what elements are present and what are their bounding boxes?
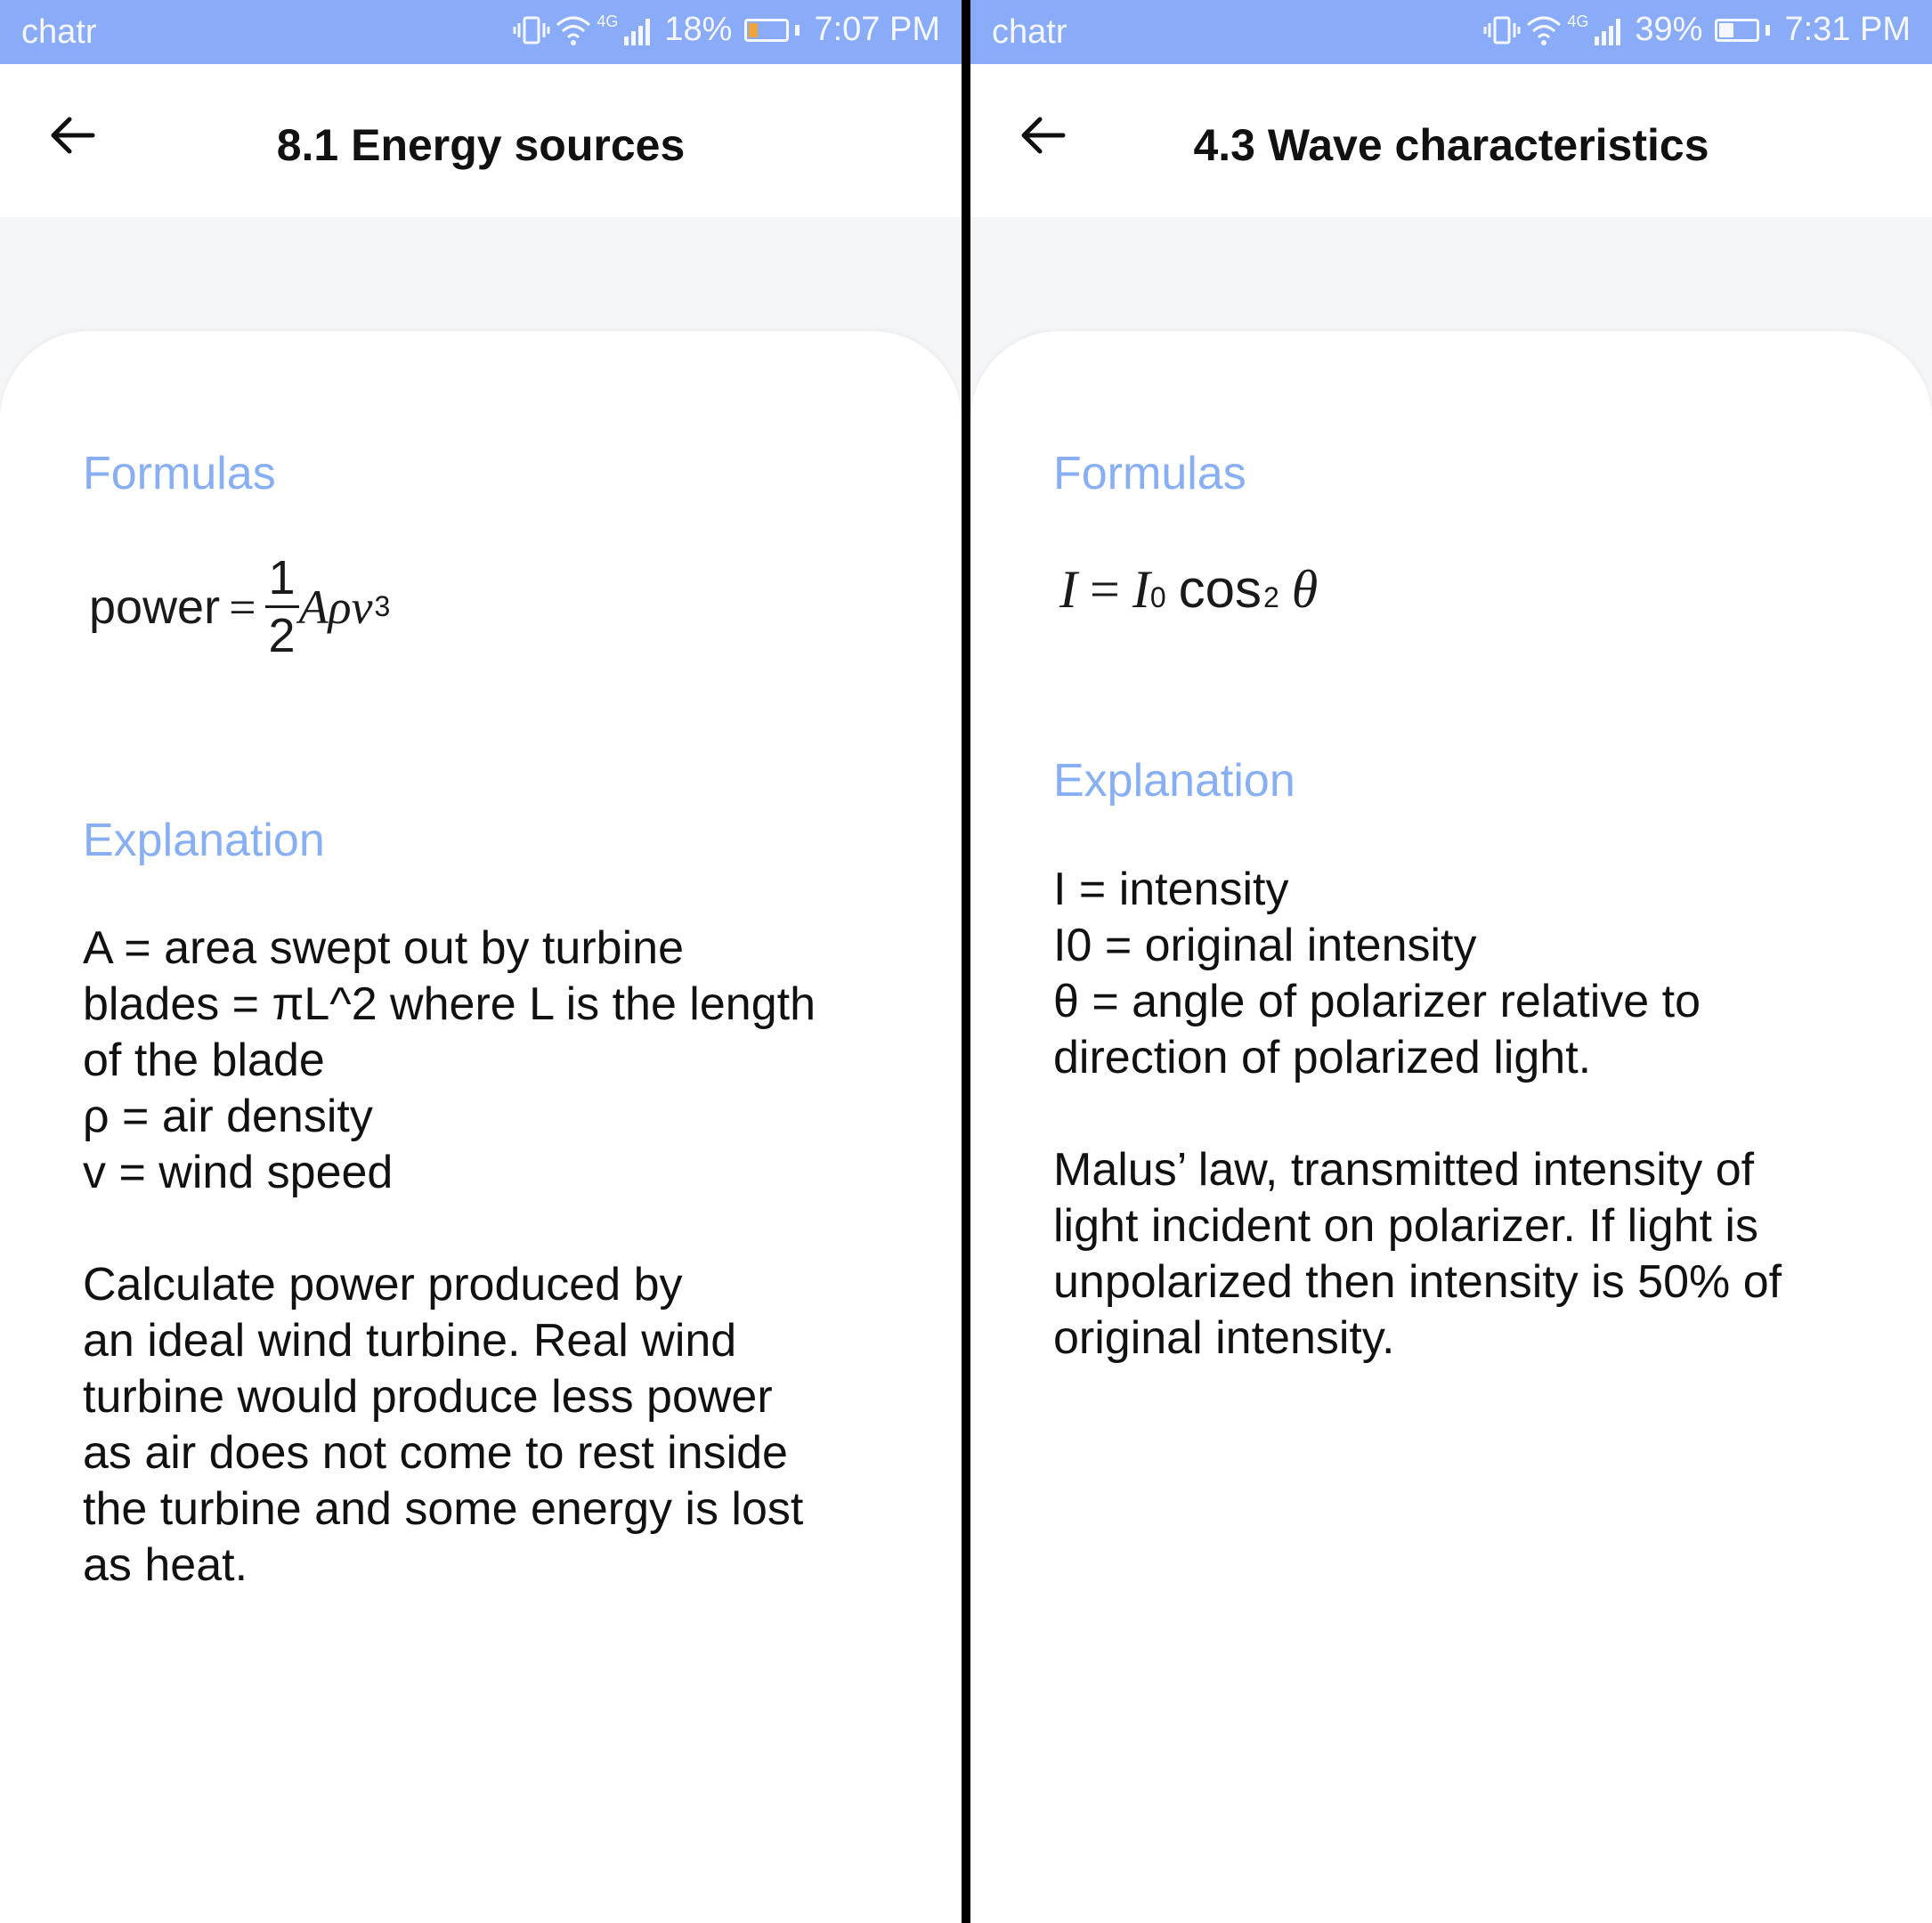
back-button[interactable] [46, 109, 118, 180]
formula-var-v: v [351, 580, 373, 634]
vibrate-icon [1483, 14, 1521, 46]
explanation-line: direction of polarized light. [1053, 1032, 1592, 1083]
formula-lhs: power [89, 580, 221, 634]
formula-i0-subscript: 0 [1149, 581, 1166, 613]
signal-icon [1594, 15, 1626, 45]
network-type: 4G [597, 12, 619, 30]
explanation-heading: Explanation [1053, 755, 1295, 807]
paragraph-line: Malus’ law, transmitted intensity of [1053, 1144, 1755, 1196]
explanation-line: θ = angle of polarizer relative to [1053, 976, 1701, 1027]
explanation-text [1053, 862, 1855, 1367]
explanation-line: of the blade [83, 1035, 325, 1086]
clock: 7:31 PM [1784, 11, 1911, 48]
formula-wind-power [89, 551, 391, 662]
network-type: 4G [1567, 12, 1589, 30]
explanation-line: v = wind speed [83, 1147, 394, 1198]
explanation-line: I = intensity [1053, 864, 1289, 915]
formula-fraction [265, 551, 299, 662]
formula-cos-exponent: 2 [1262, 581, 1279, 613]
fraction-numerator: 1 [265, 554, 299, 608]
formula-exponent: 3 [374, 590, 391, 622]
paragraph-line: the turbine and some energy is lost [83, 1483, 804, 1535]
formulas-heading: Formulas [1053, 448, 1246, 499]
formula-cos: cos [1178, 559, 1262, 619]
phone-screen-wave-characteristics [970, 0, 1932, 1923]
paragraph-line: unpolarized then intensity is 50% of [1053, 1256, 1782, 1308]
paragraph-line: an ideal wind turbine. Real wind [83, 1315, 737, 1367]
explanation-heading: Explanation [83, 815, 325, 866]
content-card [0, 331, 962, 1923]
content-card [970, 331, 1932, 1923]
paragraph-line: Calculate power produced by [83, 1259, 683, 1310]
battery-icon [744, 19, 789, 42]
paragraph-line: turbine would produce less power [83, 1371, 773, 1423]
formula-var-a: A [298, 580, 329, 634]
explanation-text [83, 921, 884, 1594]
formula-equals: = [1089, 560, 1120, 619]
fraction-denominator: 2 [268, 609, 296, 662]
status-icons [513, 11, 940, 49]
carrier-name: chatr [21, 13, 97, 51]
wifi-icon [1526, 14, 1562, 46]
status-icons [1483, 11, 1911, 49]
paragraph-line: as heat. [83, 1539, 248, 1591]
vibrate-icon [513, 14, 550, 46]
paragraph-line: as air does not come to rest inside [83, 1427, 788, 1479]
wifi-icon [556, 14, 591, 46]
battery-percent: 18% [664, 11, 733, 48]
explanation-line: I0 = original intensity [1053, 920, 1477, 971]
formula-equals: = [229, 580, 256, 634]
screen-divider [962, 0, 970, 1923]
status-bar [0, 0, 962, 64]
battery-icon [1715, 19, 1759, 42]
status-bar [970, 0, 1932, 64]
back-button[interactable] [1017, 109, 1088, 180]
app-bar [0, 64, 962, 217]
formula-var-rho: ρ [328, 580, 352, 634]
page-title: 8.1 Energy sources [276, 120, 686, 170]
explanation-line: A = area swept out by turbine [83, 922, 684, 974]
formula-malus-law [1059, 558, 1318, 621]
page-title: 4.3 Wave characteristics [1193, 120, 1709, 170]
arrow-back-icon [1017, 109, 1070, 162]
formula-lhs: I [1059, 560, 1077, 619]
formula-i0: I [1132, 560, 1150, 619]
signal-icon [623, 15, 655, 45]
carrier-name: chatr [992, 13, 1067, 51]
formula-theta: θ [1291, 560, 1319, 619]
paragraph-line: original intensity. [1053, 1312, 1395, 1364]
explanation-line: ρ = air density [83, 1091, 373, 1142]
clock: 7:07 PM [814, 11, 940, 48]
app-bar [970, 64, 1932, 217]
paragraph-line: light incident on polarizer. If light is [1053, 1200, 1758, 1252]
phone-screen-energy-sources [0, 0, 962, 1923]
explanation-line: blades = πL^2 where L is the length [83, 978, 816, 1030]
formulas-heading: Formulas [83, 448, 276, 499]
arrow-back-icon [46, 109, 100, 162]
battery-percent: 39% [1635, 11, 1703, 48]
